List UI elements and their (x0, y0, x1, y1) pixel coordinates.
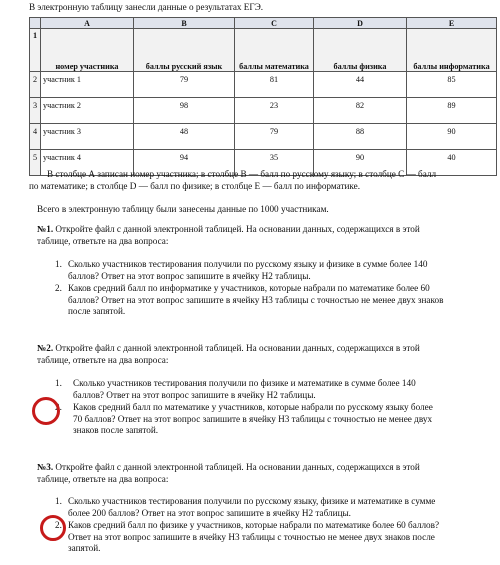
list-item (55, 520, 495, 556)
column-letters-row (30, 18, 497, 29)
header-russian: баллы русский язык (134, 29, 235, 72)
table-row (30, 98, 497, 124)
q2-lead-2: таблице, ответьте на два вопроса: (37, 355, 169, 365)
header-math: баллы математика (235, 29, 314, 72)
item-number: 2. (55, 402, 62, 412)
cell-physics: 44 (314, 72, 407, 98)
red-circle-annotation (32, 397, 60, 425)
q1-title: №1. (37, 224, 54, 234)
item-line: Каков средний балл по физике у участников, которые набрали по математике более 60 баллов? (68, 520, 440, 530)
q2-title: №2. (37, 343, 54, 353)
cell-participant: участник 2 (41, 98, 134, 124)
list-item (55, 283, 495, 319)
q2-lead (37, 343, 420, 355)
results-table (29, 17, 497, 176)
item-number: 1. (55, 496, 62, 506)
row-number: 5 (30, 150, 41, 176)
header-row (30, 29, 497, 72)
cell-russian: 98 (134, 98, 235, 124)
list-item (55, 402, 495, 438)
cell-physics: 90 (314, 150, 407, 176)
list-item (55, 378, 495, 402)
item-line: Сколько участников тестирования получили по физике и математике в сумме более 140 (73, 378, 416, 388)
cell-informatics: 85 (407, 72, 497, 98)
q3-lead (37, 462, 420, 474)
item-line: Каков средний балл по информатике у участников, которые набрали по математике более 60 (68, 283, 430, 293)
cell-participant: участник 4 (41, 150, 134, 176)
row-number: 1 (30, 29, 41, 72)
cell-participant: участник 3 (41, 124, 134, 150)
q2-lead-text: Откройте файл с данной электронной таблицей. На основании данных, содержащихся в этой (53, 343, 420, 353)
q1-lead-2: таблице, ответьте на два вопроса: (37, 236, 169, 246)
item-number: 1. (55, 378, 62, 388)
item-line: знаков после запятой. (73, 425, 159, 436)
col-letter-d: D (314, 18, 407, 29)
q1-lead-text: Откройте файл с данной электронной таблицей. На основании данных, содержащихся в этой (53, 224, 420, 234)
cell-math: 23 (235, 98, 314, 124)
item-line: Ответ на этот вопрос запишите в ячейку H3 таблицы с точностью не менее двух знаков после (68, 531, 435, 542)
red-circle-annotation (40, 515, 66, 541)
item-line: после запятой. (68, 306, 126, 317)
q3-title: №3. (37, 462, 54, 472)
item-number: 2. (55, 283, 62, 293)
cell-physics: 88 (314, 124, 407, 150)
row-number: 3 (30, 98, 41, 124)
table-row (30, 124, 497, 150)
cell-russian: 79 (134, 72, 235, 98)
q3-lead-text: Откройте файл с данной электронной таблицей. На основании данных, содержащихся в этой (53, 462, 420, 472)
intro-text: В электронную таблицу занесли данные о результатах ЕГЭ. (29, 2, 264, 12)
cell-math: 81 (235, 72, 314, 98)
item-number: 2. (55, 520, 62, 530)
table-row (30, 72, 497, 98)
item-line: Сколько участников тестирования получили по русскому языку и физике в сумме более 140 (68, 259, 428, 269)
item-line: баллов? Ответ на этот вопрос запишите в ячейку H3 таблицы с точностью не менее двух знаков (68, 294, 444, 305)
header-participant: номер участника (41, 29, 134, 72)
item-line: баллов? Ответ на этот вопрос запишите в ячейку H2 таблицы. (73, 389, 316, 400)
list-item (55, 259, 495, 283)
description-line-2: по математике; в столбце D — балл по физике; в столбце Е — балл по информатике. (29, 181, 361, 191)
item-line: баллов? Ответ на этот вопрос запишите в ячейку H2 таблицы. (68, 270, 311, 281)
col-letter-c: C (235, 18, 314, 29)
cell-math: 79 (235, 124, 314, 150)
cell-informatics: 90 (407, 124, 497, 150)
q3-lead-2: таблице, ответьте на два вопроса: (37, 474, 169, 484)
cell-physics: 82 (314, 98, 407, 124)
item-line: Каков средний балл по математике у участников, которые набрали по русскому языку более (73, 402, 433, 412)
header-informatics: баллы информатика (407, 29, 497, 72)
item-line: запятой. (68, 543, 101, 554)
col-letter-b: B (134, 18, 235, 29)
cell-participant: участник 1 (41, 72, 134, 98)
item-line: Сколько участников тестирования получили по русскому языку, физике и математике в сумме (68, 496, 436, 506)
cell-informatics: 89 (407, 98, 497, 124)
header-physics: баллы физика (314, 29, 407, 72)
cell-math: 35 (235, 150, 314, 176)
col-letter-e: E (407, 18, 497, 29)
description-line-1: В столбце А записан номер участника; в столбце В — балл по русскому языку; в столбце С — балл (47, 169, 437, 179)
cell-informatics: 40 (407, 150, 497, 176)
row-number: 4 (30, 124, 41, 150)
q1-lead (37, 224, 420, 236)
row-number: 2 (30, 72, 41, 98)
list-item (55, 496, 495, 520)
cell-russian: 94 (134, 150, 235, 176)
col-letter-a: A (41, 18, 134, 29)
item-line: 70 баллов? Ответ на этот вопрос запишите в ячейку H3 таблицы с точностью не менее двух (73, 413, 433, 424)
cell-russian: 48 (134, 124, 235, 150)
corner-cell (30, 18, 41, 29)
item-line: более 200 баллов? Ответ на этот вопрос запишите в ячейку H2 таблицы. (68, 507, 351, 518)
item-number: 1. (55, 259, 62, 269)
total-line: Всего в электронную таблицу были занесены данные по 1000 участникам. (37, 204, 329, 214)
